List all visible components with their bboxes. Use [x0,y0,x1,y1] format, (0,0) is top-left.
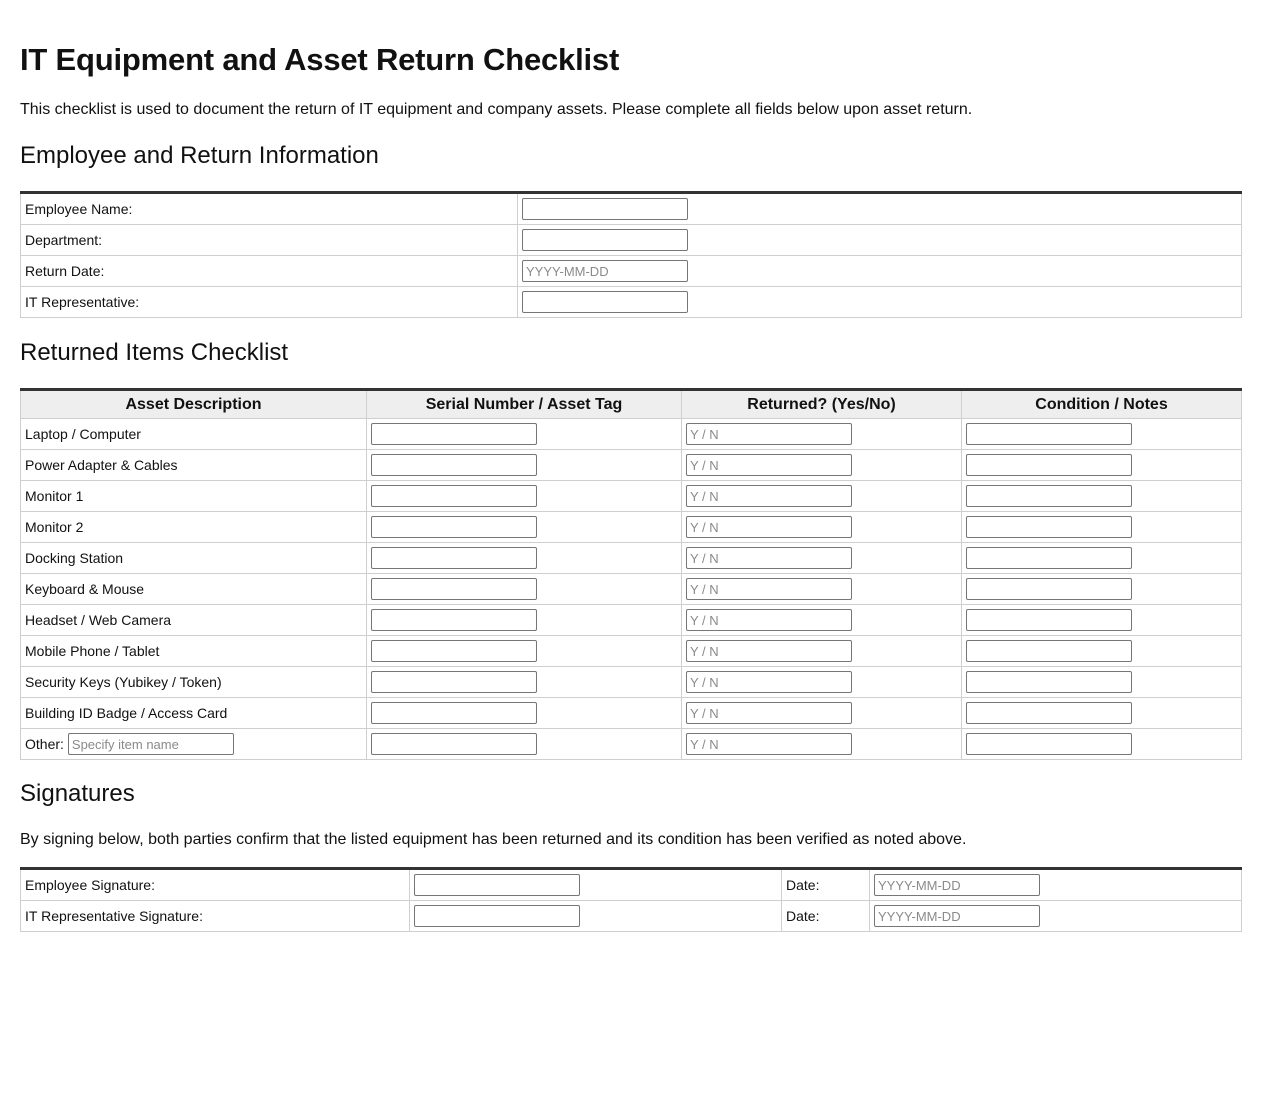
serial-number-input[interactable] [371,547,537,569]
asset-description: Laptop / Computer [21,419,367,450]
it-signature-input[interactable] [414,905,580,927]
returned-input[interactable] [686,578,852,600]
page-title: IT Equipment and Asset Return Checklist [20,42,620,77]
it-representative-input[interactable] [522,291,688,313]
serial-number-header: Serial Number / Asset Tag [367,390,682,419]
asset-description: Monitor 2 [21,512,367,543]
it-representative-label: IT Representative: [21,287,518,318]
department-label: Department: [21,225,518,256]
returned-input[interactable] [686,671,852,693]
condition-notes-input[interactable] [966,547,1132,569]
serial-number-input[interactable] [371,578,537,600]
serial-number-input[interactable] [371,702,537,724]
employee-signature-row [21,869,1242,901]
condition-notes-input[interactable] [966,640,1132,662]
returned-input[interactable] [686,485,852,507]
returned-input[interactable] [686,702,852,724]
item-row [21,512,1242,543]
item-row [21,698,1242,729]
asset-description: Keyboard & Mouse [21,574,367,605]
returned-input[interactable] [686,733,852,755]
serial-number-input[interactable] [371,485,537,507]
asset-description: Docking Station [21,543,367,574]
department-row [21,225,1242,256]
condition-notes-input[interactable] [966,733,1132,755]
other-item-row [21,729,1242,760]
returned-header: Returned? (Yes/No) [682,390,962,419]
asset-description: Power Adapter & Cables [21,450,367,481]
returned-input[interactable] [686,516,852,538]
returned-input[interactable] [686,454,852,476]
it-representative-row [21,287,1242,318]
employee-name-row [21,193,1242,225]
asset-description: Mobile Phone / Tablet [21,636,367,667]
condition-notes-input[interactable] [966,454,1132,476]
condition-notes-input[interactable] [966,578,1132,600]
condition-notes-input[interactable] [966,516,1132,538]
it-date-input[interactable] [874,905,1040,927]
serial-number-input[interactable] [371,516,537,538]
return-date-row [21,256,1242,287]
returned-input[interactable] [686,640,852,662]
serial-number-input[interactable] [371,454,537,476]
serial-number-input[interactable] [371,733,537,755]
employee-date-label: Date: [782,869,870,901]
items-header-row [21,390,1242,419]
items-section-heading: Returned Items Checklist [20,339,289,366]
condition-notes-input[interactable] [966,671,1132,693]
department-input[interactable] [522,229,688,251]
asset-description: Headset / Web Camera [21,605,367,636]
asset-description: Building ID Badge / Access Card [21,698,367,729]
item-row [21,667,1242,698]
returned-items-table [20,388,1242,760]
employee-signature-input[interactable] [414,874,580,896]
asset-description: Security Keys (Yubikey / Token) [21,667,367,698]
serial-number-input[interactable] [371,423,537,445]
serial-number-input[interactable] [371,609,537,631]
it-signature-row [21,901,1242,932]
signatures-text: By signing below, both parties confirm that the listed equipment has been returned and its condition has been verified as noted above. [20,831,967,848]
return-date-label: Return Date: [21,256,518,287]
employee-info-table [20,191,1242,318]
serial-number-input[interactable] [371,640,537,662]
employee-signature-label: Employee Signature: [21,869,410,901]
returned-input[interactable] [686,547,852,569]
returned-input[interactable] [686,423,852,445]
other-item-name-input[interactable] [68,733,234,755]
item-row [21,481,1242,512]
item-row [21,636,1242,667]
employee-name-input[interactable] [522,198,688,220]
item-row [21,450,1242,481]
condition-notes-input[interactable] [966,702,1132,724]
condition-notes-header: Condition / Notes [962,390,1242,419]
serial-number-input[interactable] [371,671,537,693]
condition-notes-input[interactable] [966,485,1132,507]
signatures-table [20,867,1242,932]
signatures-section-heading: Signatures [20,780,135,807]
employee-date-input[interactable] [874,874,1040,896]
it-date-label: Date: [782,901,870,932]
asset-description-header: Asset Description [21,390,367,419]
employee-section-heading: Employee and Return Information [20,142,379,169]
item-row [21,419,1242,450]
other-label: Other: [25,736,64,752]
item-row [21,605,1242,636]
employee-name-label: Employee Name: [21,193,518,225]
item-row [21,543,1242,574]
intro-text: This checklist is used to document the return of IT equipment and company assets. Please complete all fields below upon asset return. [20,101,973,118]
return-date-input[interactable] [522,260,688,282]
condition-notes-input[interactable] [966,609,1132,631]
condition-notes-input[interactable] [966,423,1132,445]
asset-description: Monitor 1 [21,481,367,512]
item-row [21,574,1242,605]
returned-input[interactable] [686,609,852,631]
it-signature-label: IT Representative Signature: [21,901,410,932]
